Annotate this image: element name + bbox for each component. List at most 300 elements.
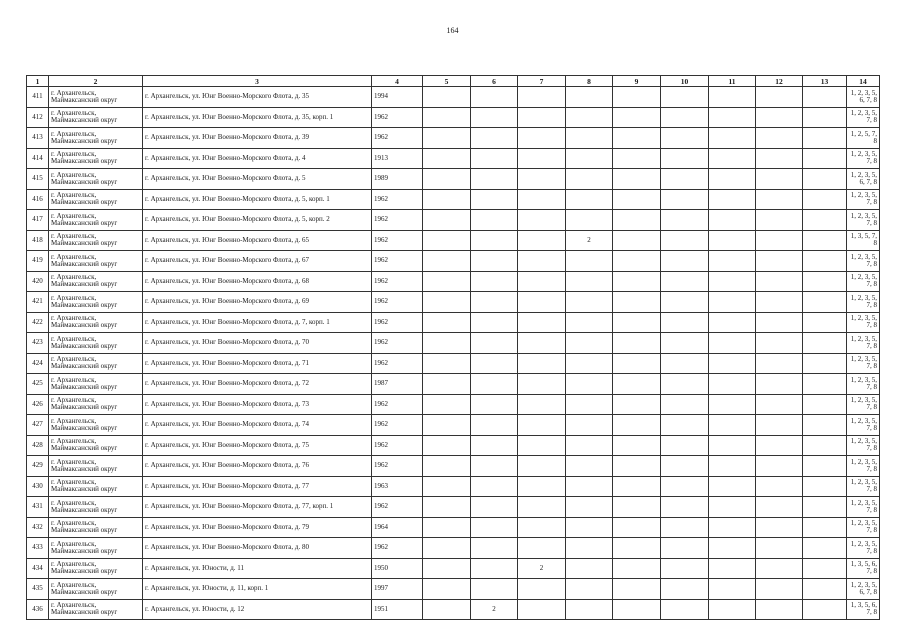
district-cell: г. Архангельск, Маймаксанский округ: [49, 599, 143, 620]
column-header: 2: [49, 76, 143, 87]
district-cell: г. Архангельск, Маймаксанский округ: [49, 517, 143, 538]
column-5-cell: [423, 517, 471, 538]
district-cell: г. Архангельск, Маймаксанский округ: [49, 415, 143, 436]
column-9-cell: [613, 538, 661, 559]
column-9-cell: [613, 292, 661, 313]
column-11-cell: [709, 374, 756, 395]
district-cell: г. Архангельск, Маймаксанский округ: [49, 497, 143, 518]
column-header: 12: [756, 76, 803, 87]
column-10-cell: [661, 251, 709, 272]
codes-cell: 1, 2, 3, 5, 7, 8: [847, 271, 880, 292]
column-8-cell: [566, 394, 613, 415]
codes-cell: 1, 3, 5, 6, 7, 8: [847, 599, 880, 620]
column-header: 6: [471, 76, 518, 87]
column-12-cell: [756, 169, 803, 190]
column-7-cell: [518, 169, 566, 190]
column-10-cell: [661, 497, 709, 518]
year-cell: 1962: [372, 230, 423, 251]
column-13-cell: [803, 476, 847, 497]
column-8-cell: [566, 558, 613, 579]
row-number-cell: 413: [27, 128, 49, 149]
column-7-cell: [518, 394, 566, 415]
codes-cell: 1, 2, 5, 7, 8: [847, 128, 880, 149]
column-7-cell: [518, 251, 566, 272]
column-12-cell: [756, 497, 803, 518]
address-cell: г. Архангельск, ул. Юнг Военно-Морского Флота, д. 69: [143, 292, 372, 313]
column-header: 5: [423, 76, 471, 87]
column-8-cell: [566, 456, 613, 477]
row-number-cell: 421: [27, 292, 49, 313]
column-11-cell: [709, 599, 756, 620]
column-5-cell: [423, 476, 471, 497]
column-5-cell: [423, 251, 471, 272]
row-number-cell: 416: [27, 189, 49, 210]
year-cell: 1962: [372, 210, 423, 231]
table-row: [27, 558, 880, 579]
column-7-cell: [518, 374, 566, 395]
column-13-cell: [803, 169, 847, 190]
year-cell: 1963: [372, 476, 423, 497]
column-12-cell: [756, 107, 803, 128]
column-11-cell: [709, 415, 756, 436]
column-header: 14: [847, 76, 880, 87]
column-7-cell: [518, 107, 566, 128]
column-13-cell: [803, 599, 847, 620]
row-number-cell: 436: [27, 599, 49, 620]
row-number-cell: 418: [27, 230, 49, 251]
table-row: [27, 394, 880, 415]
column-10-cell: [661, 87, 709, 108]
row-number-cell: 412: [27, 107, 49, 128]
row-number-cell: 428: [27, 435, 49, 456]
table-row: [27, 497, 880, 518]
column-9-cell: [613, 230, 661, 251]
column-9-cell: [613, 415, 661, 436]
row-number-cell: 430: [27, 476, 49, 497]
column-11-cell: [709, 210, 756, 231]
year-cell: 1964: [372, 517, 423, 538]
row-number-cell: 419: [27, 251, 49, 272]
column-9-cell: [613, 435, 661, 456]
column-13-cell: [803, 230, 847, 251]
column-7-cell: [518, 87, 566, 108]
column-13-cell: [803, 210, 847, 231]
column-12-cell: [756, 251, 803, 272]
column-7-cell: [518, 517, 566, 538]
column-7-cell: [518, 476, 566, 497]
column-11-cell: [709, 271, 756, 292]
column-12-cell: [756, 333, 803, 354]
table-row: [27, 353, 880, 374]
column-12-cell: [756, 189, 803, 210]
column-6-cell: [471, 312, 518, 333]
year-cell: 1951: [372, 599, 423, 620]
address-cell: г. Архангельск, ул. Юнг Военно-Морского Флота, д. 67: [143, 251, 372, 272]
column-9-cell: [613, 374, 661, 395]
table-row: [27, 415, 880, 436]
table-row: [27, 312, 880, 333]
codes-cell: 1, 2, 3, 5, 6, 7, 8: [847, 579, 880, 600]
column-10-cell: [661, 230, 709, 251]
column-12-cell: [756, 353, 803, 374]
column-11-cell: [709, 435, 756, 456]
district-cell: г. Архангельск, Маймаксанский округ: [49, 312, 143, 333]
column-11-cell: [709, 312, 756, 333]
district-cell: г. Архангельск, Маймаксанский округ: [49, 230, 143, 251]
column-13-cell: [803, 292, 847, 313]
column-9-cell: [613, 394, 661, 415]
address-cell: г. Архангельск, ул. Юнг Военно-Морского Флота, д. 70: [143, 333, 372, 354]
table-header: [27, 76, 880, 87]
year-cell: 1989: [372, 169, 423, 190]
column-5-cell: [423, 292, 471, 313]
district-cell: г. Архангельск, Маймаксанский округ: [49, 476, 143, 497]
column-8-cell: [566, 292, 613, 313]
column-12-cell: [756, 579, 803, 600]
table-row: [27, 128, 880, 149]
district-cell: г. Архангельск, Маймаксанский округ: [49, 271, 143, 292]
column-9-cell: [613, 333, 661, 354]
table-row: [27, 107, 880, 128]
district-cell: г. Архангельск, Маймаксанский округ: [49, 579, 143, 600]
column-10-cell: [661, 107, 709, 128]
column-12-cell: [756, 415, 803, 436]
column-11-cell: [709, 128, 756, 149]
column-13-cell: [803, 251, 847, 272]
column-header: 13: [803, 76, 847, 87]
codes-cell: 1, 2, 3, 5, 7, 8: [847, 517, 880, 538]
column-10-cell: [661, 333, 709, 354]
district-cell: г. Архангельск, Маймаксанский округ: [49, 107, 143, 128]
column-11-cell: [709, 394, 756, 415]
year-cell: 1962: [372, 435, 423, 456]
year-cell: 1997: [372, 579, 423, 600]
column-11-cell: [709, 538, 756, 559]
column-13-cell: [803, 394, 847, 415]
year-cell: 1962: [372, 394, 423, 415]
column-13-cell: [803, 497, 847, 518]
column-8-cell: [566, 251, 613, 272]
district-cell: г. Архангельск, Маймаксанский округ: [49, 292, 143, 313]
column-5-cell: [423, 435, 471, 456]
address-cell: г. Архангельск, ул. Юнг Военно-Морского Флота, д. 35: [143, 87, 372, 108]
year-cell: 1962: [372, 271, 423, 292]
column-7-cell: [518, 538, 566, 559]
codes-cell: 1, 2, 3, 5, 7, 8: [847, 353, 880, 374]
column-13-cell: [803, 579, 847, 600]
year-cell: 1987: [372, 374, 423, 395]
column-5-cell: [423, 230, 471, 251]
row-number-cell: 425: [27, 374, 49, 395]
column-10-cell: [661, 394, 709, 415]
year-cell: 1994: [372, 87, 423, 108]
column-10-cell: [661, 579, 709, 600]
column-8-cell: [566, 189, 613, 210]
address-cell: г. Архангельск, ул. Юнг Военно-Морского Флота, д. 4: [143, 148, 372, 169]
column-7-cell: [518, 353, 566, 374]
column-10-cell: [661, 148, 709, 169]
column-9-cell: [613, 353, 661, 374]
year-cell: 1962: [372, 538, 423, 559]
address-cell: г. Архангельск, ул. Юности, д. 11: [143, 558, 372, 579]
column-5-cell: [423, 312, 471, 333]
address-cell: г. Архангельск, ул. Юнг Военно-Морского Флота, д. 5, корп. 2: [143, 210, 372, 231]
row-number-cell: 420: [27, 271, 49, 292]
codes-cell: 1, 2, 3, 5, 7, 8: [847, 251, 880, 272]
column-12-cell: [756, 517, 803, 538]
column-12-cell: [756, 599, 803, 620]
column-5-cell: [423, 538, 471, 559]
district-cell: г. Архангельск, Маймаксанский округ: [49, 87, 143, 108]
address-cell: г. Архангельск, ул. Юнг Военно-Морского Флота, д. 74: [143, 415, 372, 436]
column-5-cell: [423, 271, 471, 292]
table-row: [27, 599, 880, 620]
column-7-cell: [518, 599, 566, 620]
row-number-cell: 434: [27, 558, 49, 579]
district-cell: г. Архангельск, Маймаксанский округ: [49, 538, 143, 559]
table-row: [27, 579, 880, 600]
column-5-cell: [423, 353, 471, 374]
column-6-cell: [471, 353, 518, 374]
column-9-cell: [613, 517, 661, 538]
column-5-cell: [423, 558, 471, 579]
column-12-cell: [756, 292, 803, 313]
column-10-cell: [661, 189, 709, 210]
codes-cell: 1, 2, 3, 5, 7, 8: [847, 456, 880, 477]
district-cell: г. Архангельск, Маймаксанский округ: [49, 148, 143, 169]
column-6-cell: [471, 579, 518, 600]
column-header: 4: [372, 76, 423, 87]
table-row: [27, 517, 880, 538]
column-7-cell: [518, 148, 566, 169]
column-6-cell: [471, 333, 518, 354]
column-9-cell: [613, 579, 661, 600]
column-6-cell: [471, 517, 518, 538]
row-number-cell: 422: [27, 312, 49, 333]
column-6-cell: [471, 210, 518, 231]
table-row: [27, 210, 880, 231]
row-number-cell: 429: [27, 456, 49, 477]
codes-cell: 1, 3, 5, 7, 8: [847, 230, 880, 251]
address-cell: г. Архангельск, ул. Юнг Военно-Морского Флота, д. 68: [143, 271, 372, 292]
row-number-cell: 424: [27, 353, 49, 374]
column-5-cell: [423, 128, 471, 149]
column-5-cell: [423, 87, 471, 108]
column-11-cell: [709, 558, 756, 579]
column-9-cell: [613, 599, 661, 620]
column-13-cell: [803, 374, 847, 395]
district-cell: г. Архангельск, Маймаксанский округ: [49, 128, 143, 149]
column-12-cell: [756, 271, 803, 292]
column-12-cell: [756, 230, 803, 251]
address-cell: г. Архангельск, ул. Юнг Военно-Морского Флота, д. 75: [143, 435, 372, 456]
column-9-cell: [613, 169, 661, 190]
column-9-cell: [613, 271, 661, 292]
address-cell: г. Архангельск, ул. Юнг Военно-Морского Флота, д. 73: [143, 394, 372, 415]
table-row: [27, 251, 880, 272]
register-table: [26, 75, 880, 620]
column-11-cell: [709, 497, 756, 518]
codes-cell: 1, 2, 3, 5, 7, 8: [847, 210, 880, 231]
codes-cell: 1, 2, 3, 5, 7, 8: [847, 435, 880, 456]
row-number-cell: 417: [27, 210, 49, 231]
table-row: [27, 230, 880, 251]
column-9-cell: [613, 189, 661, 210]
column-header: 9: [613, 76, 661, 87]
column-12-cell: [756, 476, 803, 497]
column-13-cell: [803, 148, 847, 169]
codes-cell: 1, 2, 3, 5, 7, 8: [847, 148, 880, 169]
column-11-cell: [709, 87, 756, 108]
column-5-cell: [423, 394, 471, 415]
column-13-cell: [803, 271, 847, 292]
district-cell: г. Архангельск, Маймаксанский округ: [49, 435, 143, 456]
year-cell: 1962: [372, 415, 423, 436]
column-6-cell: [471, 538, 518, 559]
address-cell: г. Архангельск, ул. Юнг Военно-Морского Флота, д. 5: [143, 169, 372, 190]
district-cell: г. Архангельск, Маймаксанский округ: [49, 169, 143, 190]
column-8-cell: [566, 415, 613, 436]
column-8-cell: [566, 353, 613, 374]
column-header: 11: [709, 76, 756, 87]
column-13-cell: [803, 333, 847, 354]
row-number-cell: 431: [27, 497, 49, 518]
district-cell: г. Архангельск, Маймаксанский округ: [49, 456, 143, 477]
column-12-cell: [756, 394, 803, 415]
address-cell: г. Архангельск, ул. Юнг Военно-Морского Флота, д. 7, корп. 1: [143, 312, 372, 333]
column-10-cell: [661, 271, 709, 292]
column-13-cell: [803, 517, 847, 538]
district-cell: г. Архангельск, Маймаксанский округ: [49, 394, 143, 415]
address-cell: г. Архангельск, ул. Юнг Военно-Морского Флота, д. 65: [143, 230, 372, 251]
table-row: [27, 169, 880, 190]
column-11-cell: [709, 476, 756, 497]
column-7-cell: [518, 497, 566, 518]
column-11-cell: [709, 148, 756, 169]
column-13-cell: [803, 87, 847, 108]
codes-cell: 1, 2, 3, 5, 7, 8: [847, 538, 880, 559]
district-cell: г. Архангельск, Маймаксанский округ: [49, 558, 143, 579]
column-7-cell: [518, 230, 566, 251]
column-13-cell: [803, 435, 847, 456]
column-7-cell: 2: [518, 558, 566, 579]
column-9-cell: [613, 476, 661, 497]
column-10-cell: [661, 312, 709, 333]
codes-cell: 1, 2, 3, 5, 7, 8: [847, 497, 880, 518]
column-12-cell: [756, 374, 803, 395]
address-cell: г. Архангельск, ул. Юнг Военно-Морского Флота, д. 76: [143, 456, 372, 477]
column-11-cell: [709, 107, 756, 128]
codes-cell: 1, 2, 3, 5, 6, 7, 8: [847, 169, 880, 190]
table-row: [27, 476, 880, 497]
column-10-cell: [661, 599, 709, 620]
column-7-cell: [518, 579, 566, 600]
column-13-cell: [803, 189, 847, 210]
column-10-cell: [661, 456, 709, 477]
column-9-cell: [613, 128, 661, 149]
column-13-cell: [803, 353, 847, 374]
address-cell: г. Архангельск, ул. Юнг Военно-Морского Флота, д. 72: [143, 374, 372, 395]
column-5-cell: [423, 497, 471, 518]
district-cell: г. Архангельск, Маймаксанский округ: [49, 189, 143, 210]
column-13-cell: [803, 456, 847, 477]
address-cell: г. Архангельск, ул. Юнг Военно-Морского Флота, д. 35, корп. 1: [143, 107, 372, 128]
column-8-cell: [566, 148, 613, 169]
row-number-cell: 423: [27, 333, 49, 354]
year-cell: 1962: [372, 292, 423, 313]
column-10-cell: [661, 538, 709, 559]
column-11-cell: [709, 456, 756, 477]
column-7-cell: [518, 128, 566, 149]
column-8-cell: [566, 128, 613, 149]
column-10-cell: [661, 353, 709, 374]
column-12-cell: [756, 87, 803, 108]
column-6-cell: [471, 394, 518, 415]
column-8-cell: [566, 210, 613, 231]
row-number-cell: 427: [27, 415, 49, 436]
column-6-cell: [471, 497, 518, 518]
column-13-cell: [803, 128, 847, 149]
codes-cell: 1, 2, 3, 5, 7, 8: [847, 312, 880, 333]
column-12-cell: [756, 148, 803, 169]
row-number-cell: 435: [27, 579, 49, 600]
column-5-cell: [423, 333, 471, 354]
column-5-cell: [423, 599, 471, 620]
column-11-cell: [709, 579, 756, 600]
column-11-cell: [709, 333, 756, 354]
column-9-cell: [613, 87, 661, 108]
column-12-cell: [756, 312, 803, 333]
column-7-cell: [518, 312, 566, 333]
row-number-cell: 426: [27, 394, 49, 415]
column-5-cell: [423, 579, 471, 600]
year-cell: 1913: [372, 148, 423, 169]
header-row: [27, 76, 880, 87]
column-6-cell: [471, 189, 518, 210]
column-8-cell: [566, 87, 613, 108]
year-cell: 1962: [372, 497, 423, 518]
column-12-cell: [756, 210, 803, 231]
column-11-cell: [709, 230, 756, 251]
column-10-cell: [661, 517, 709, 538]
column-8-cell: [566, 312, 613, 333]
codes-cell: 1, 2, 3, 5, 7, 8: [847, 415, 880, 436]
address-cell: г. Архангельск, ул. Юнг Военно-Морского Флота, д. 71: [143, 353, 372, 374]
column-9-cell: [613, 148, 661, 169]
column-13-cell: [803, 312, 847, 333]
column-6-cell: [471, 148, 518, 169]
table-row: [27, 435, 880, 456]
year-cell: 1950: [372, 558, 423, 579]
column-6-cell: [471, 230, 518, 251]
district-cell: г. Архангельск, Маймаксанский округ: [49, 353, 143, 374]
column-11-cell: [709, 517, 756, 538]
column-5-cell: [423, 415, 471, 436]
codes-cell: 1, 3, 5, 6, 7, 8: [847, 558, 880, 579]
codes-cell: 1, 2, 3, 5, 7, 8: [847, 333, 880, 354]
address-cell: г. Архангельск, ул. Юнг Военно-Морского Флота, д. 39: [143, 128, 372, 149]
column-8-cell: [566, 579, 613, 600]
column-7-cell: [518, 189, 566, 210]
column-8-cell: [566, 497, 613, 518]
address-cell: г. Архангельск, ул. Юности, д. 12: [143, 599, 372, 620]
table-row: [27, 374, 880, 395]
table-row: [27, 538, 880, 559]
row-number-cell: 415: [27, 169, 49, 190]
column-7-cell: [518, 456, 566, 477]
table-row: [27, 87, 880, 108]
column-7-cell: [518, 292, 566, 313]
